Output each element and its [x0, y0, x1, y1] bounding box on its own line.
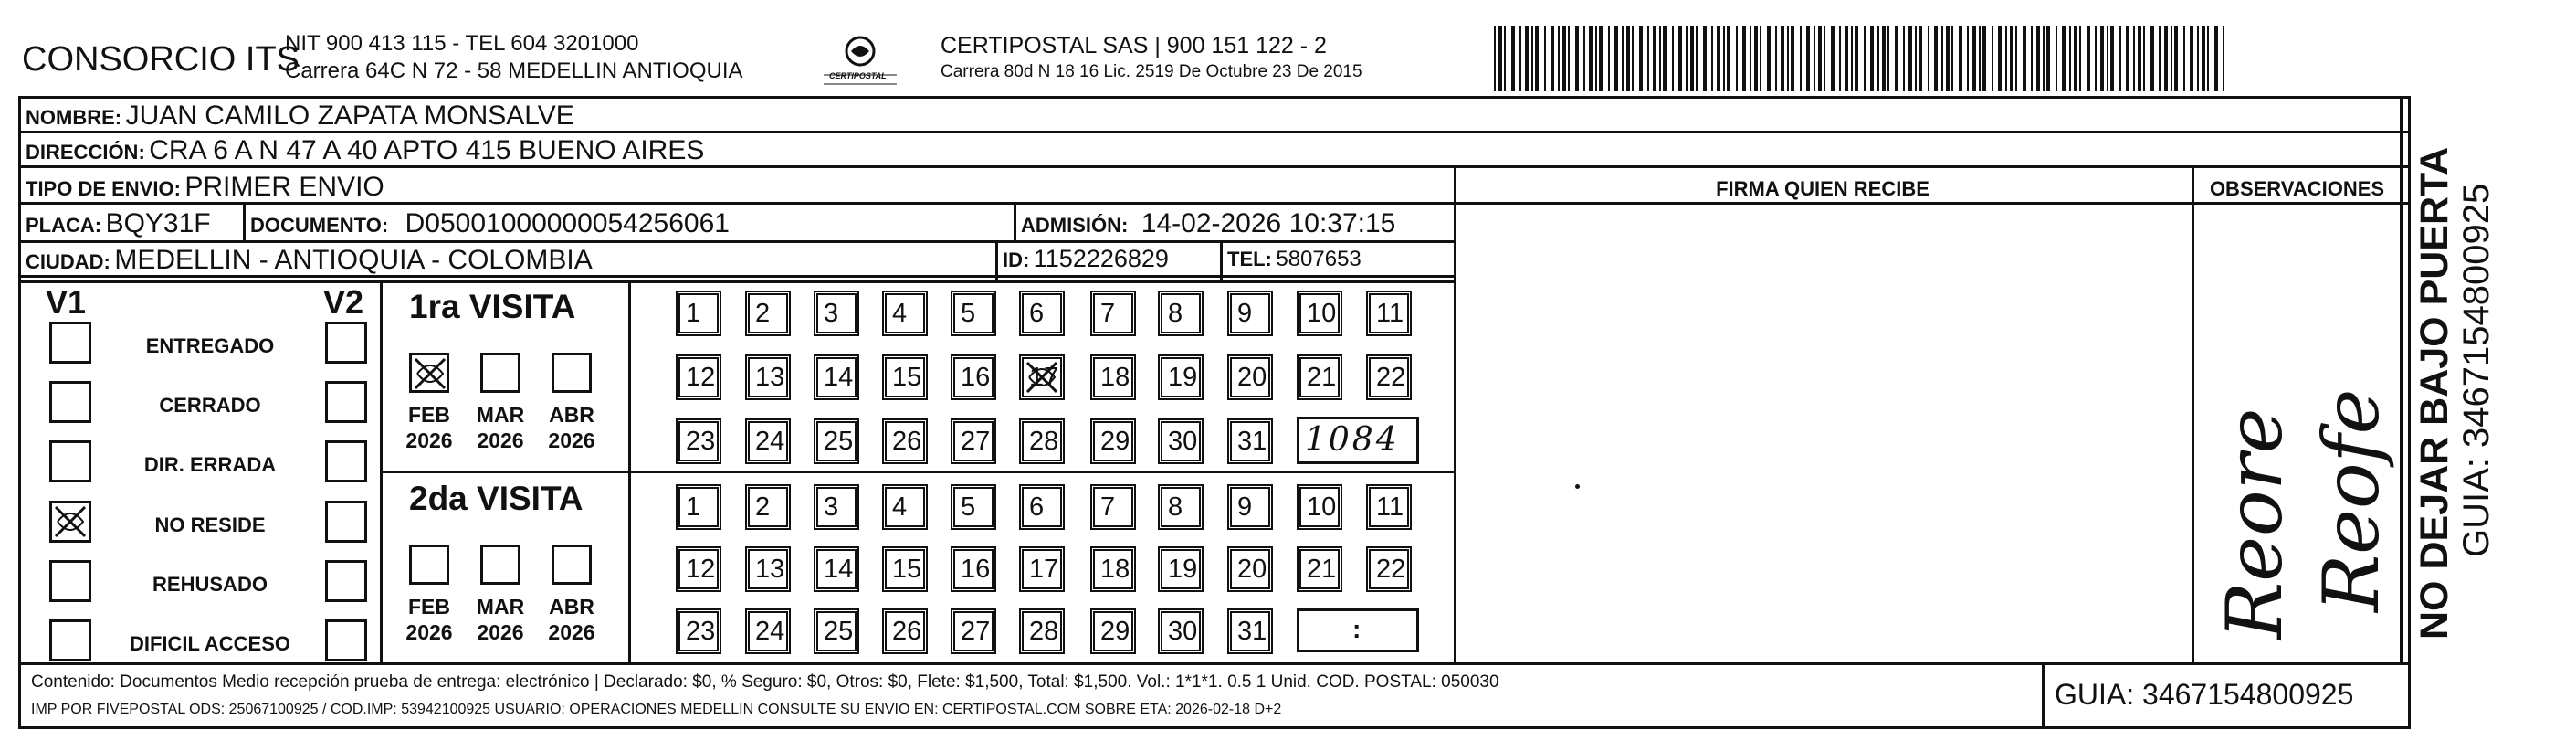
observation-handwriting-2: Reofe — [2307, 388, 2396, 612]
day-number: 12 — [678, 549, 719, 589]
day-number: 21 — [1299, 357, 1340, 397]
month-label: ABR 2026 — [548, 403, 595, 452]
stray-dot — [1575, 484, 1580, 489]
shipment-type: PRIMER ENVIO — [184, 172, 384, 202]
v1-checkbox-entregado[interactable] — [49, 322, 91, 364]
first-visit-time-box — [1297, 417, 1419, 464]
month-label: MAR 2026 — [476, 403, 525, 452]
recipient-name: JUAN CAMILO ZAPATA MONSALVE — [125, 100, 574, 131]
company-address: Carrera 64C N 72 - 58 MEDELLIN ANTIOQUIA — [285, 58, 743, 83]
v1-label: V1 — [46, 283, 87, 321]
day-number: 28 — [1022, 611, 1062, 651]
day-number: 10 — [1299, 487, 1340, 527]
certipostal-logo — [815, 33, 906, 88]
company-nit-tel: NIT 900 413 115 - TEL 604 3201000 — [285, 31, 639, 56]
day-number: 9 — [1230, 487, 1270, 527]
day-number: 6 — [1022, 487, 1062, 527]
first-visit-label: 1ra VISITA — [409, 288, 576, 325]
v1-checkbox-cerrado[interactable] — [49, 381, 91, 423]
day-number: 26 — [885, 611, 925, 651]
status-label: NO RESIDE — [154, 513, 266, 536]
day-number: 30 — [1161, 611, 1201, 651]
day-number: 6 — [1022, 293, 1062, 333]
day-number: 5 — [953, 487, 994, 527]
visit2-month-checkbox-abr[interactable] — [552, 545, 592, 585]
day-number: 19 — [1161, 357, 1201, 397]
day-number: 3 — [816, 293, 857, 333]
shipment-type-label: TIPO DE ENVIO: — [26, 177, 181, 200]
day-number: 10 — [1299, 293, 1340, 333]
day-number: 15 — [885, 549, 925, 589]
document-number: D05001000000054256061 — [405, 208, 730, 238]
day-number: 11 — [1369, 293, 1409, 333]
day-number: 16 — [953, 357, 994, 397]
day-number: 16 — [953, 549, 994, 589]
city-label: CIUDAD: — [26, 250, 110, 273]
day-number: 24 — [748, 611, 788, 651]
day-check-mark-icon — [1024, 359, 1060, 406]
second-visit-time: : — [1352, 615, 1362, 643]
day-number: 14 — [816, 357, 857, 397]
v1-checkbox-rehusado[interactable] — [49, 560, 91, 602]
month-label: MAR 2026 — [476, 595, 525, 644]
day-number: 2 — [748, 293, 788, 333]
v2-checkbox-dificil-acceso[interactable] — [325, 619, 367, 661]
day-number: 19 — [1161, 549, 1201, 589]
v2-checkbox-rehusado[interactable] — [325, 560, 367, 602]
visit2-month-checkbox-mar[interactable] — [480, 545, 520, 585]
day-number: 20 — [1230, 357, 1270, 397]
month-label: FEB 2026 — [405, 595, 453, 644]
v2-label: V2 — [323, 283, 364, 321]
day-number: 3 — [816, 487, 857, 527]
imp-line: IMP POR FIVEPOSTAL ODS: 25067100925 / COD.IMP: 53942100925 USUARIO: OPERACIONES MEDELLIN CONSULTE SU ENVIO EN: CERTIPOSTAL.COM SOBRE ETA: 2026-02-18 D+2 — [31, 702, 1282, 717]
recipient-id: 1152226829 — [1033, 245, 1169, 272]
day-number: 31 — [1230, 611, 1270, 651]
v1-checkbox-dificil-acceso[interactable] — [49, 619, 91, 661]
document-label: DOCUMENTO: — [250, 214, 389, 237]
day-number: 13 — [748, 549, 788, 589]
day-number: 25 — [816, 421, 857, 461]
visit1-month-checkbox-mar[interactable] — [480, 353, 520, 393]
city: MEDELLIN - ANTIOQUIA - COLOMBIA — [114, 245, 593, 275]
day-number: 26 — [885, 421, 925, 461]
visit1-month-checkbox-feb[interactable] — [409, 353, 449, 393]
tel-label: TEL: — [1227, 248, 1272, 270]
day-number: 29 — [1093, 421, 1133, 461]
first-visit-time: 1084 — [1305, 421, 1400, 459]
day-number: 4 — [885, 487, 925, 527]
day-number: 17 — [1022, 549, 1062, 589]
month-label: ABR 2026 — [548, 595, 595, 644]
day-number: 17 — [1022, 357, 1062, 397]
barcode-icon — [1494, 26, 2224, 91]
day-number: 24 — [748, 421, 788, 461]
logo-text: CERTIPOSTAL — [829, 71, 887, 80]
footer-guia: GUIA: 3467154800925 — [2055, 678, 2354, 711]
day-number: 1 — [678, 293, 719, 333]
recipient-tel: 5807653 — [1276, 247, 1362, 271]
day-number: 22 — [1369, 549, 1409, 589]
day-number: 13 — [748, 357, 788, 397]
day-number: 29 — [1093, 611, 1133, 651]
observations-column-header: OBSERVACIONES — [2209, 177, 2385, 200]
v2-checkbox-no-reside[interactable] — [325, 501, 367, 543]
status-label: ENTREGADO — [145, 334, 275, 357]
visit2-month-checkbox-feb[interactable] — [409, 545, 449, 585]
day-number: 4 — [885, 293, 925, 333]
day-number: 22 — [1369, 357, 1409, 397]
day-number: 1 — [678, 487, 719, 527]
recipient-address: CRA 6 A N 47 A 40 APTO 415 BUENO AIRES — [149, 135, 705, 165]
month-label: FEB 2026 — [405, 403, 453, 452]
plate: BQY31F — [105, 208, 211, 238]
id-label: ID: — [1003, 249, 1030, 271]
day-number: 15 — [885, 357, 925, 397]
day-number: 21 — [1299, 549, 1340, 589]
day-number: 25 — [816, 611, 857, 651]
day-number: 27 — [953, 421, 994, 461]
day-number: 18 — [1093, 357, 1133, 397]
day-number: 23 — [678, 611, 719, 651]
courier-name: CERTIPOSTAL SAS | 900 151 122 - 2 — [941, 33, 1327, 58]
day-number: 23 — [678, 421, 719, 461]
day-number: 12 — [678, 357, 719, 397]
status-label: DIFICIL ACCESO — [129, 632, 290, 655]
day-number: 8 — [1161, 293, 1201, 333]
v2-checkbox-dir-errada[interactable] — [325, 440, 367, 482]
v2-checkbox-cerrado[interactable] — [325, 381, 367, 423]
side-guia: GUIA: 3467154800925 — [2456, 183, 2497, 557]
content-line: Contenido: Documentos Medio recepción prueba de entrega: electrónico | Declarado: $0, % Seguro: $0, Otros: $0, Flete: $1,500, Total: $1,500. Vol.: 1*1*1. 0.5 1 Unid. COD. POSTAL: 050030 — [31, 672, 1499, 692]
no-dejar-bajo-puerta: NO DEJAR BAJO PUERTA — [2413, 146, 2456, 640]
plate-label: PLACA: — [26, 214, 102, 237]
barcode — [1494, 26, 2224, 91]
observation-handwriting-1: Reore — [2210, 407, 2299, 640]
day-number: 31 — [1230, 421, 1270, 461]
day-number: 14 — [816, 549, 857, 589]
v1-checkbox-dir-errada[interactable] — [49, 440, 91, 482]
status-label: DIR. ERRADA — [143, 453, 277, 476]
address-label: DIRECCIÓN: — [26, 141, 145, 164]
day-number: 18 — [1093, 549, 1133, 589]
day-number: 2 — [748, 487, 788, 527]
day-number: 20 — [1230, 549, 1270, 589]
courier-address: Carrera 80d N 18 16 Lic. 2519 De Octubre 23 De 2015 — [941, 62, 1362, 81]
name-label: NOMBRE: — [26, 106, 122, 129]
v1-checkbox-no-reside[interactable] — [49, 501, 91, 543]
second-visit-label: 2da VISITA — [409, 480, 584, 517]
second-visit-time-box — [1297, 608, 1419, 652]
visit1-month-checkbox-abr[interactable] — [552, 353, 592, 393]
day-number: 9 — [1230, 293, 1270, 333]
day-number: 5 — [953, 293, 994, 333]
admission-datetime: 14-02-2026 10:37:15 — [1141, 208, 1396, 238]
signature-column-header: FIRMA QUIEN RECIBE — [1716, 177, 1929, 200]
admission-label: ADMISIÓN: — [1021, 214, 1129, 237]
v2-checkbox-entregado[interactable] — [325, 322, 367, 364]
status-label: REHUSADO — [152, 573, 268, 596]
check-mark-icon — [52, 503, 89, 540]
day-number: 28 — [1022, 421, 1062, 461]
day-number: 8 — [1161, 487, 1201, 527]
day-number: 30 — [1161, 421, 1201, 461]
status-label: CERRADO — [159, 394, 261, 417]
company-name: CONSORCIO ITS — [22, 40, 300, 79]
day-number: 11 — [1369, 487, 1409, 527]
day-number: 7 — [1093, 487, 1133, 527]
day-number: 27 — [953, 611, 994, 651]
day-number: 7 — [1093, 293, 1133, 333]
